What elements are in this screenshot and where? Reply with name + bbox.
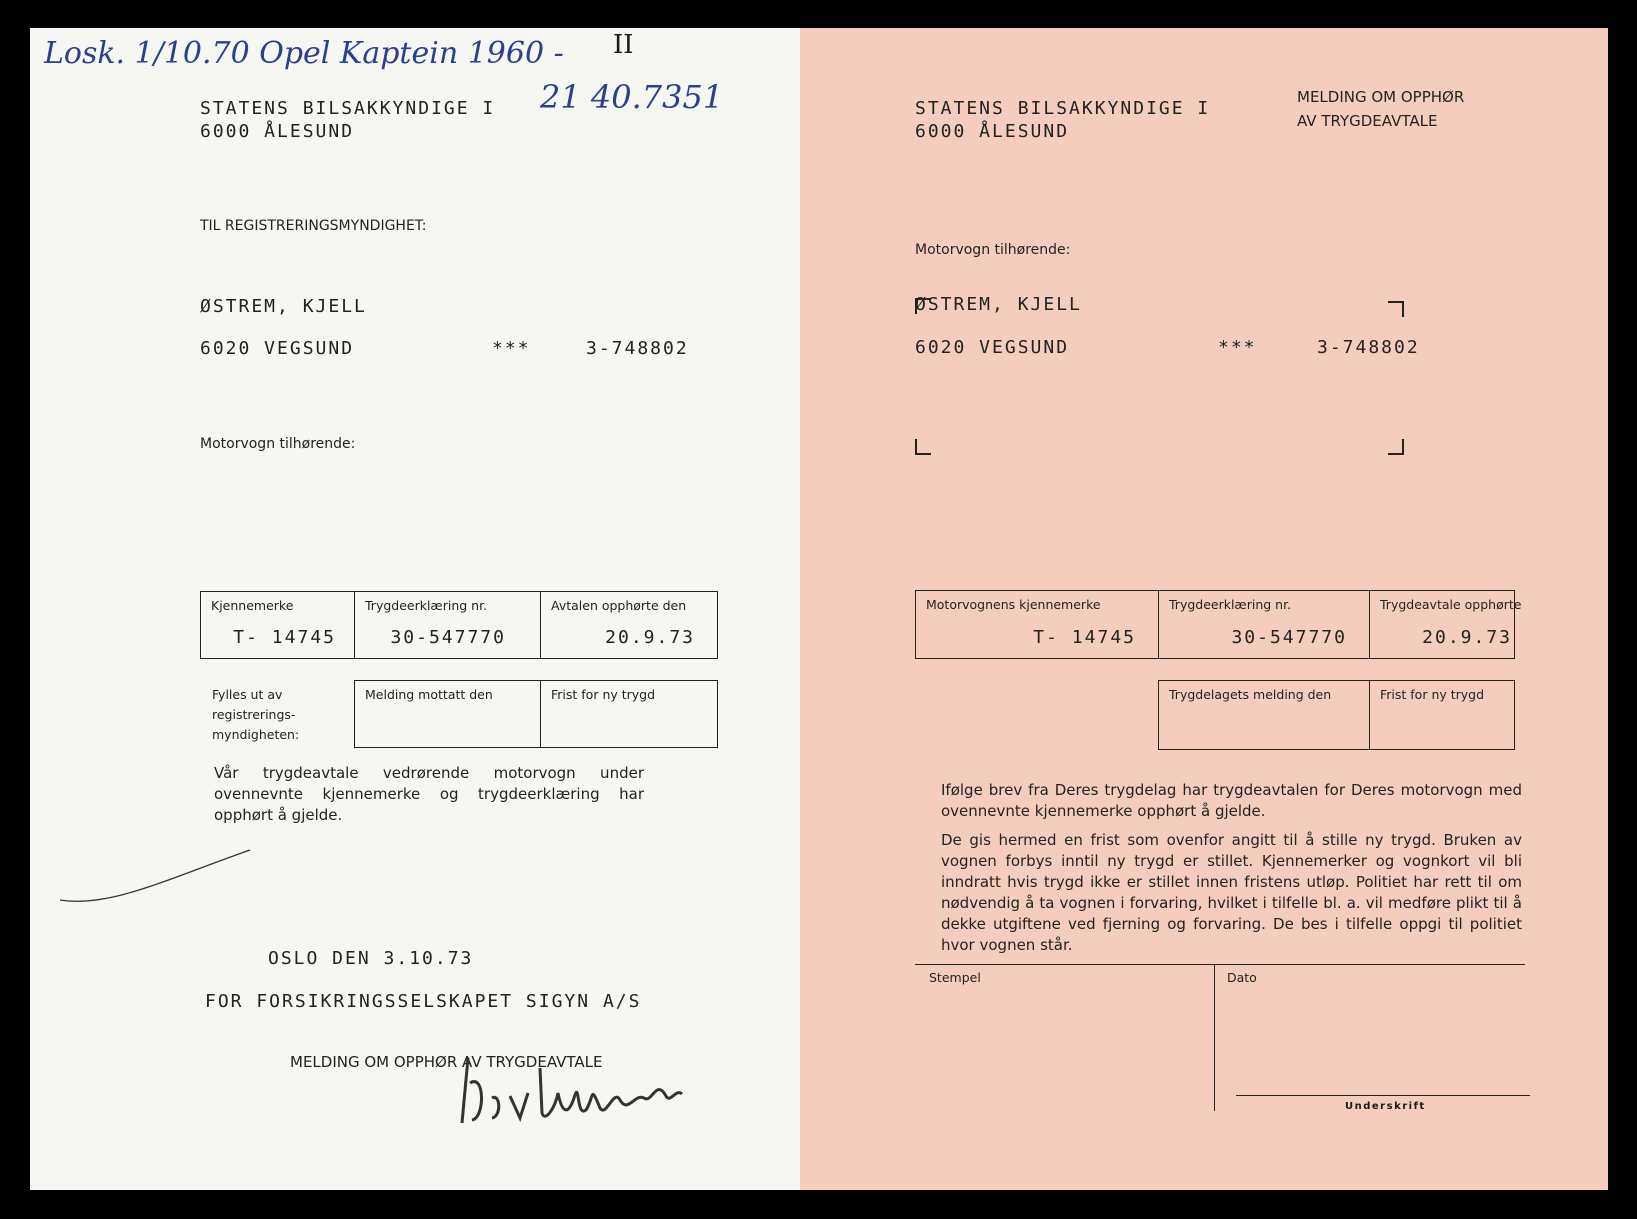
stamp-label: Stempel [929,970,981,985]
sender-line-1: STATENS BILSAKKYNDIGE I [915,98,1211,119]
table-cell-received [355,681,541,748]
owner-reference: 3-748802 [586,338,689,359]
owner-address: 6020 VEGSUND [200,338,355,359]
table-cell-end-date [541,592,718,659]
stamp-date-divider [1214,965,1215,1111]
table-cell-plate [916,591,1159,659]
plate-header: Kjennemerke [211,598,294,613]
divider [915,964,1525,965]
table-cell-declaration [355,592,541,659]
table-cell-declaration [1159,591,1370,659]
signature-label: Underskrift [1345,1101,1426,1112]
insurer-date-header: Trygdelagets melding den [1169,687,1332,702]
fill-note-line: Fylles ut av [212,687,283,702]
company-line: FOR FORSIKRINGSSELSKAPET SIGYN A/S [205,991,642,1012]
notice-title-line-2: AV TRYGDEAVTALE [1297,112,1438,130]
date-label: Dato [1227,970,1257,985]
vehicle-owner-label: Motorvogn tilhørende: [915,242,1071,258]
registration-table [354,680,718,748]
notice-paragraph-1: Ifølge brev fra Deres trygdelag har trygdeavtalen for Deres motorvogn med ovennevnte kjennemerke opphørt å gjelde. [941,781,1522,820]
notice-title-line-1: MELDING OM OPPHØR [1297,88,1465,106]
place-date: OSLO DEN 3.10.73 [268,948,474,969]
table-cell-deadline [541,681,718,748]
end-date-value: 20.9.73 [1422,627,1512,648]
stars-mark: *** [492,338,531,359]
declaration-header: Trygdeerklæring nr. [1169,597,1292,612]
sender-line-2: 6000 ÅLESUND [200,121,355,142]
end-date-header: Avtalen opphørte den [551,598,687,613]
vehicle-info-table [200,591,718,659]
address-corner-bottom-left [915,439,931,455]
end-date-value: 20.9.73 [605,627,695,648]
received-header: Melding mottatt den [365,687,493,702]
handwritten-number: 21 40.7351 [540,78,724,116]
table-cell-plate [201,592,355,659]
recipient-heading: TIL REGISTRERINGSMYNDIGHET: [200,218,427,234]
declaration-value: 30-547770 [1231,627,1347,648]
end-date-header: Trygdeavtale opphørte [1380,597,1522,612]
address-corner-top-right [1388,301,1404,317]
deadline-header: Frist for ny trygd [551,687,656,702]
vehicle-owner-label: Motorvogn tilhørende: [200,436,356,452]
owner-reference: 3-748802 [1317,337,1420,358]
fill-note-line: registrerings- [212,707,296,722]
pen-stroke [50,838,270,918]
right-form-page [800,28,1608,1190]
declaration-value: 30-547770 [390,627,506,648]
handwritten-vehicle-note: Losk. 1/10.70 Opel Kaptein 1960 - [44,36,564,71]
signature [430,1038,720,1138]
left-form-page [30,28,800,1190]
table-cell-insurer-date [1159,681,1370,750]
sender-line-2: 6000 ÅLESUND [915,121,1070,142]
termination-statement: Vår trygdeavtale vedrørende motorvogn under ovennevnte kjennemerke og trygdeerklæring har opphørt å gjelde. [214,764,644,824]
plate-value: T- 14745 [1033,627,1136,648]
notice-paragraph-2: De gis hermed en frist som ovenfor angitt til å stille ny trygd. Bruken av vognen forbys inntil ny trygd er stillet. Kjennemerker og vognkort vil bli inndratt hvis trygd ikke er stillet innen fristens utløp. Politiet har rett til om nødvendig å ta vognen i forvaring, hvilket i tilfelle bl. a. vil medføre plikt til å dekke utgiftene ved fjerning og forvaring. De bes i tilfelle oppgi til politiet hvor vognen står. [941,831,1522,954]
stars-mark: *** [1218,337,1257,358]
owner-name: ØSTREM, KJELL [200,296,367,317]
fill-note-line: myndigheten: [212,727,300,742]
plate-value: T- 14745 [233,627,336,648]
owner-address: 6020 VEGSUND [915,337,1070,358]
table-cell-end-date [1370,591,1522,659]
form-footer-title: MELDING OM OPPHØR AV TRYGDEAVTALE [290,1053,603,1071]
declaration-header: Trygdeerklæring nr. [365,598,488,613]
owner-name: ØSTREM, KJELL [915,294,1082,315]
fill-note [212,685,299,745]
deadline-header: Frist for ny trygd [1380,687,1485,702]
roman-mark: II [613,30,634,60]
table-cell-deadline [1370,681,1515,750]
address-corner-bottom-right [1388,439,1404,455]
vehicle-info-table [915,590,1522,659]
signature-line [1236,1095,1530,1096]
sender-line-1: STATENS BILSAKKYNDIGE I [200,98,496,119]
insurer-notice-table [1158,680,1515,750]
plate-header: Motorvognens kjennemerke [926,597,1101,612]
